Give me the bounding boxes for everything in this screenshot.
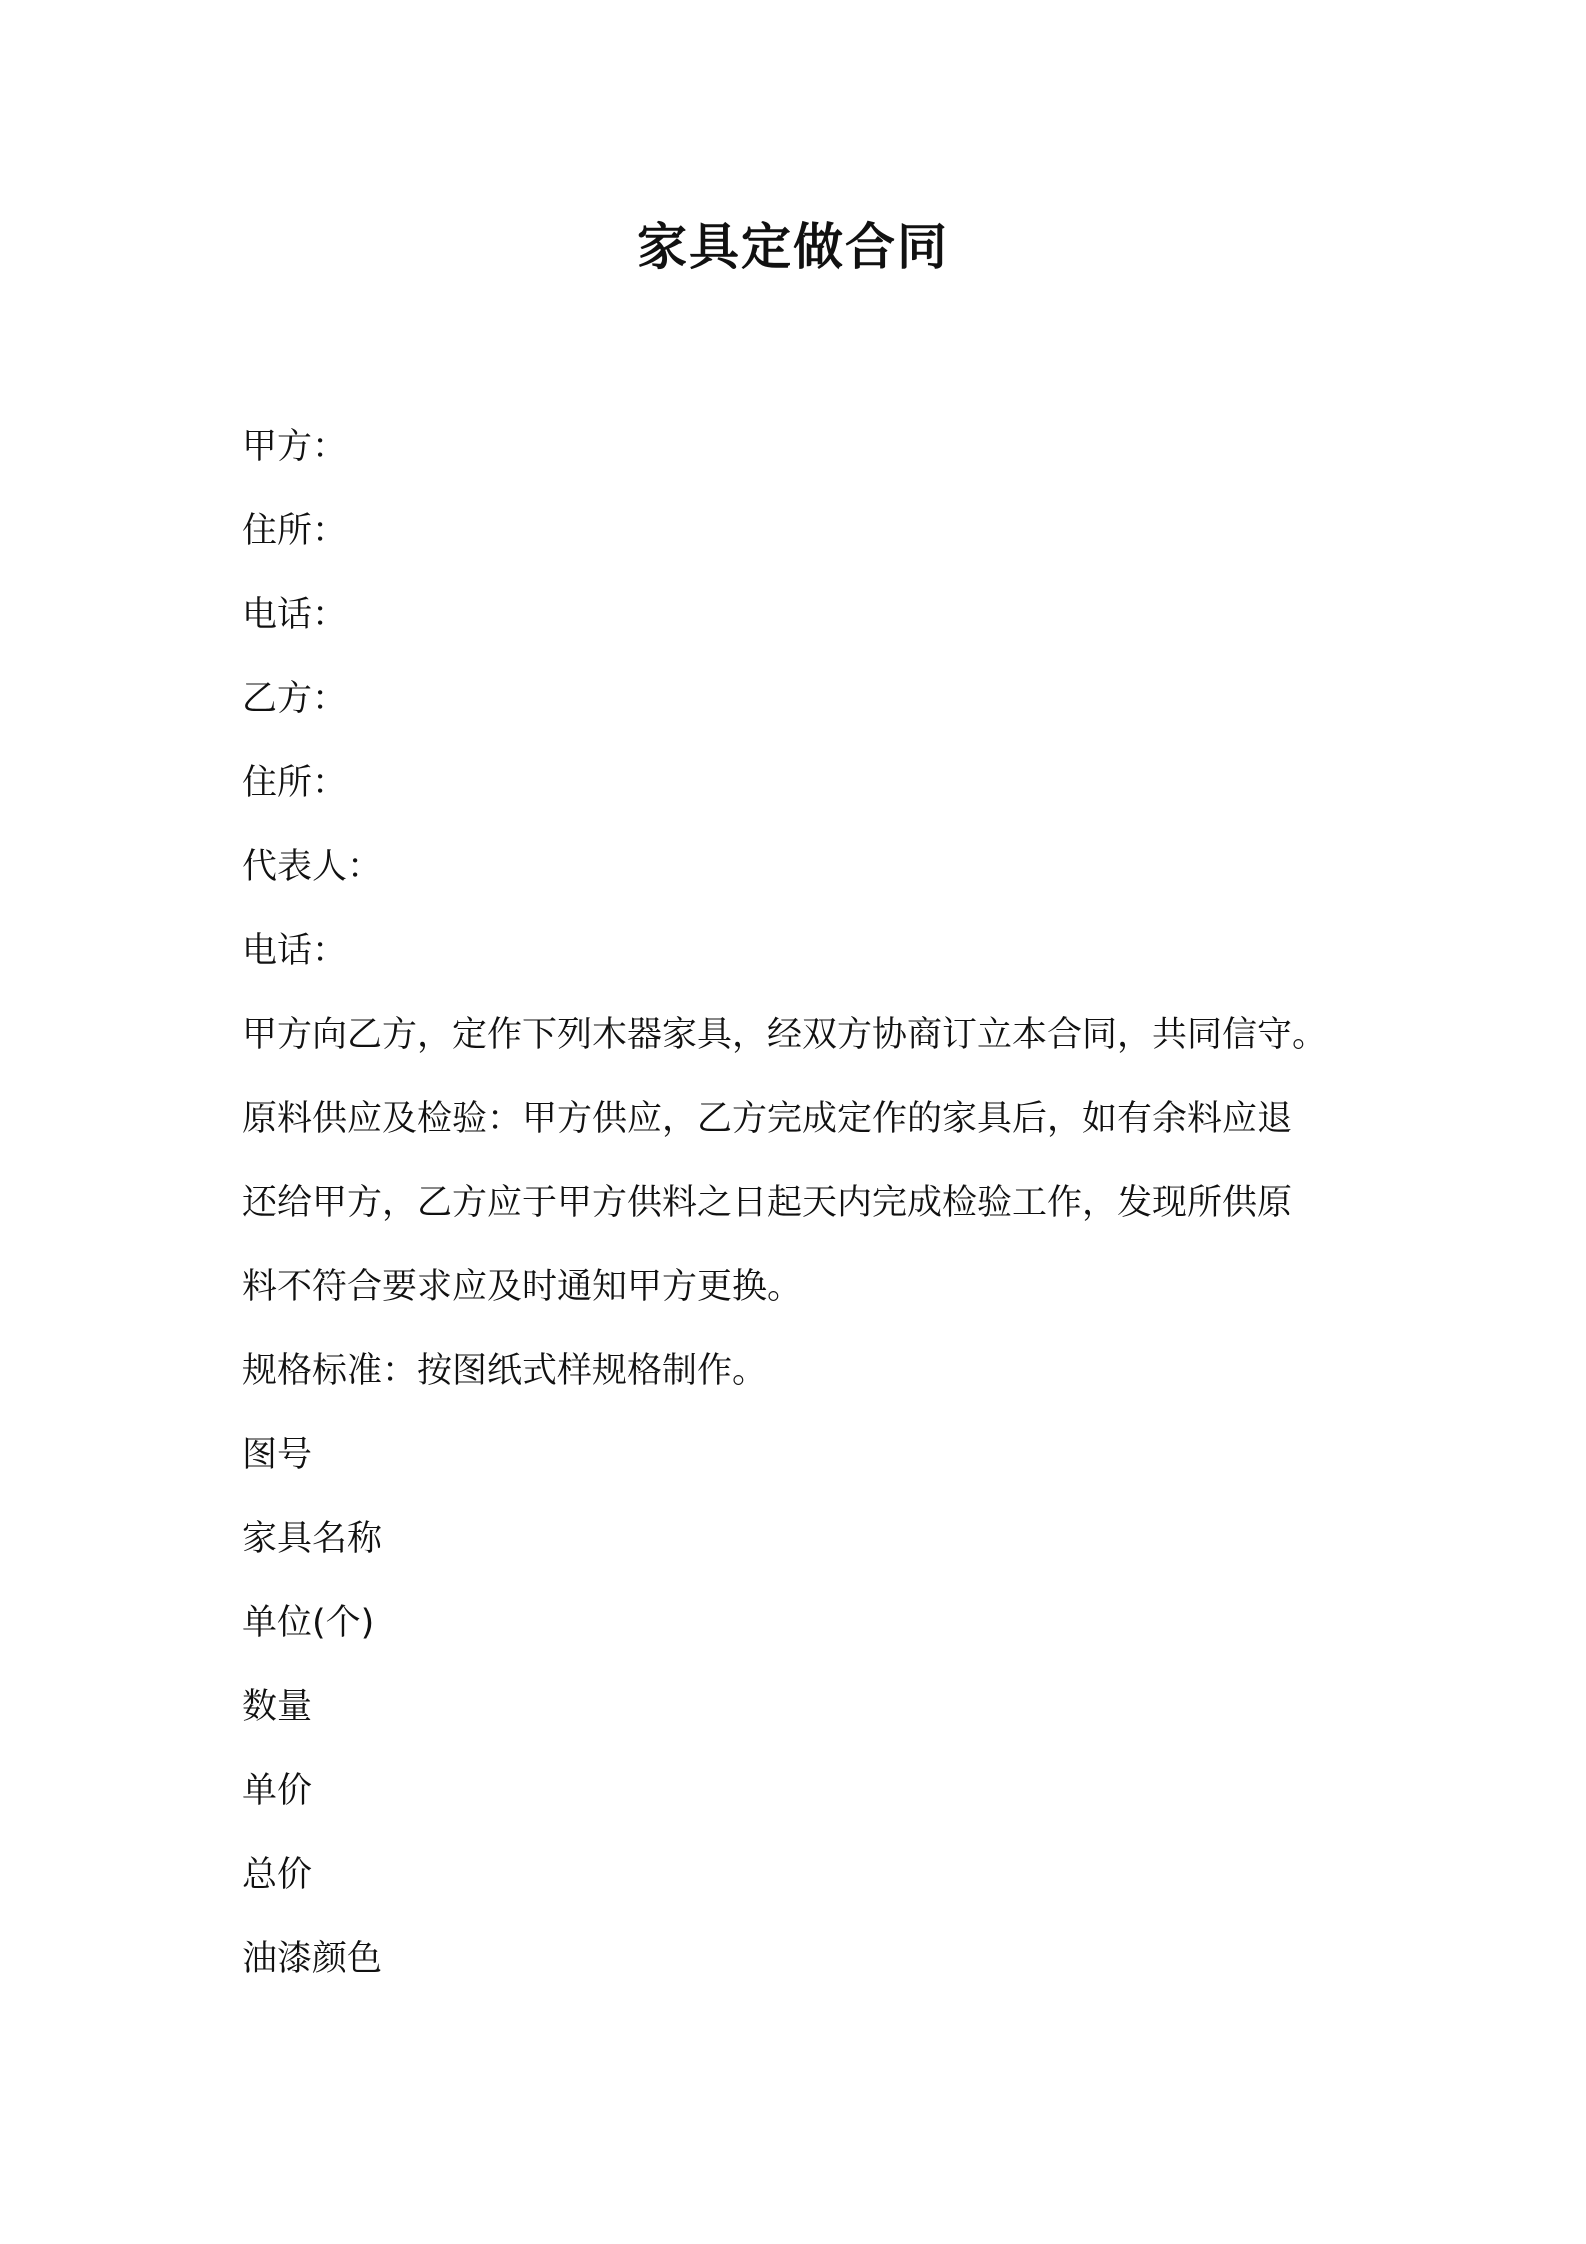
materials-clause-line-1: 原料供应及检验：甲方供应，乙方完成定作的家具后，如有余料应退 xyxy=(242,1099,1293,1139)
field-furniture-name: 家具名称 xyxy=(242,1519,383,1559)
party-b-representative-label: 代表人： xyxy=(242,847,383,887)
field-unit-price: 单价 xyxy=(242,1771,313,1811)
party-b-phone-label: 电话： xyxy=(242,931,348,971)
party-b-address-label: 住所： xyxy=(242,763,348,803)
field-total-price: 总价 xyxy=(242,1855,313,1895)
specification-clause: 规格标准：按图纸式样规格制作。 xyxy=(242,1351,768,1391)
party-a-label: 甲方： xyxy=(242,427,348,467)
field-unit: 单位(个) xyxy=(242,1603,375,1643)
field-quantity: 数量 xyxy=(242,1687,313,1727)
field-drawing-number: 图号 xyxy=(242,1435,313,1475)
field-paint-color: 油漆颜色 xyxy=(242,1939,383,1979)
document-body xyxy=(242,405,1362,2001)
materials-clause-line-2: 还给甲方，乙方应于甲方供料之日起天内完成检验工作，发现所供原 xyxy=(242,1183,1293,1223)
party-a-address-label: 住所： xyxy=(242,511,348,551)
materials-clause-line-3: 料不符合要求应及时通知甲方更换。 xyxy=(242,1267,803,1307)
document-title: 家具定做合同 xyxy=(637,218,949,276)
contract-intro-text: 甲方向乙方，定作下列木器家具，经双方协商订立本合同，共同信守。 xyxy=(242,1015,1328,1055)
party-b-label: 乙方： xyxy=(242,679,348,719)
party-a-phone-label: 电话： xyxy=(242,595,348,635)
